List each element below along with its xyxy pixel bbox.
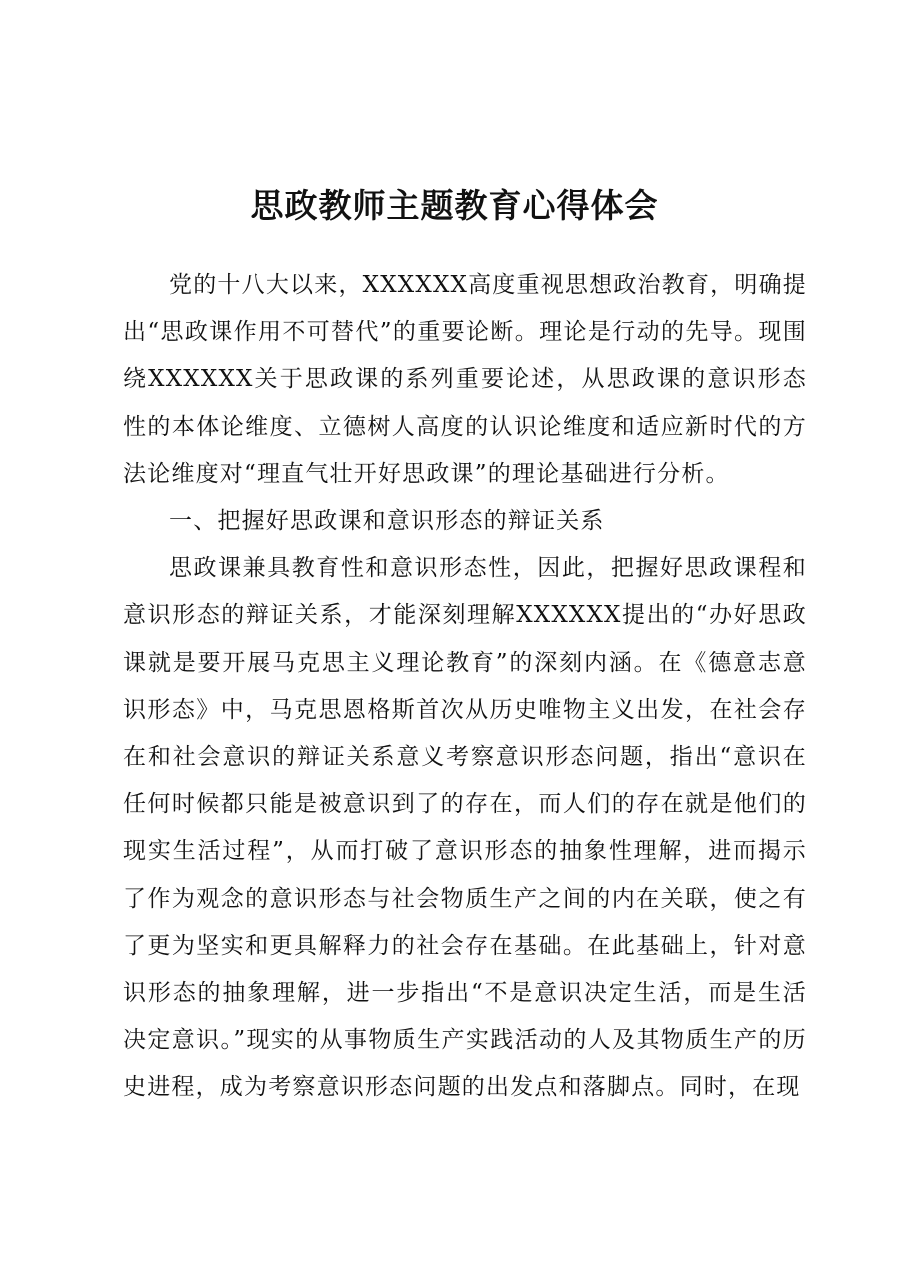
document-title: 思政教师主题教育心得体会 [250, 186, 659, 225]
intro-paragraph: 党的十八大以来，XXXXXX高度重视思想政治教育，明确提出“思政课作用不可替代”的重要论断。理论是行动的先导。现围绕XXXXXX关于思政课的系列重要论述，从思政课的意识形态性的本体论维度、立德树人高度的认识论维度和适应新时代的方法论维度对“理直气壮开好思政课”的理论基础进行分析。 [123, 272, 807, 487]
section-heading-1: 一、把握好思政课和意识形态的辩证关系 [169, 508, 605, 535]
section-1-paragraph: 思政课兼具教育性和意识形态性，因此，把握好思政课程和意识形态的辩证关系，才能深刻理解XXXXXX提出的“办好思政课就是要开展马克思主义理论教育”的深刻内涵。在《德意志意识形态》中，马克思恩格斯首次从历史唯物主义出发，在社会存在和社会意识的辩证关系意义考察意识形态问题，指出“意识在任何时候都只能是被意识到了的存在，而人们的存在就是他们的现实生活过程”，从而打破了意识形态的抽象性理解，进而揭示了作为观念的意识形态与社会物质生产之间的内在关联，使之有了更为坚实和更具解释力的社会存在基础。在此基础上，针对意识形态的抽象理解，进一步指出“不是意识决定生活，而是生活决定意识。”现实的从事物质生产实践活动的人及其物质生产的历史进程，成为考察意识形态问题的出发点和落脚点。同时，在现 [123, 555, 807, 1101]
document-body [123, 262, 807, 1112]
